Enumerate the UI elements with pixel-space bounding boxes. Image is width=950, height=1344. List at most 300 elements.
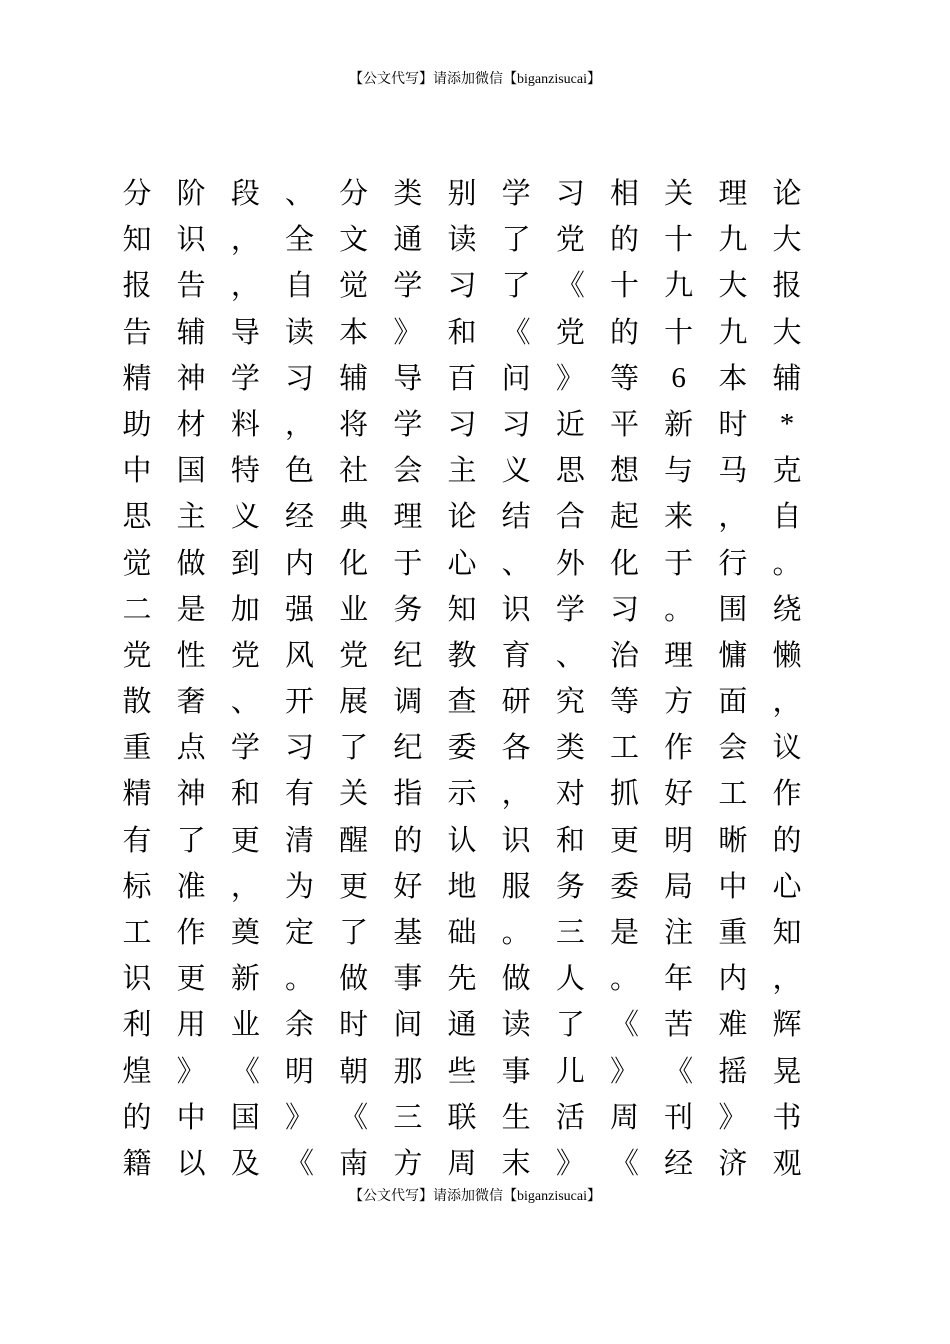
text-char: 本 (718, 360, 748, 395)
text-char: 》 (555, 1145, 585, 1180)
text-char: 是 (176, 591, 206, 626)
text-char: 分 (339, 176, 369, 210)
text-line (0, 447, 950, 493)
text-char: 南 (339, 1145, 369, 1180)
text-char: ， (718, 499, 748, 534)
text-char: 用 (176, 1007, 206, 1042)
text-line (0, 170, 950, 216)
text-char: 的 (122, 1099, 152, 1134)
text-line (0, 1140, 950, 1186)
text-char: 告 (176, 268, 206, 303)
text-char: 和 (230, 776, 260, 811)
text-char: 文 (339, 222, 369, 257)
text-char: 大 (772, 314, 802, 349)
text-char: 注 (664, 915, 694, 949)
text-char: 周 (609, 1099, 639, 1134)
text-line (0, 770, 950, 816)
text-char: 三 (555, 915, 585, 949)
text-char: 。 (609, 961, 639, 996)
text-char: ， (230, 222, 260, 257)
text-char: ， (501, 776, 531, 811)
text-char: 平 (609, 406, 639, 441)
text-char: 辅 (176, 314, 206, 349)
text-char: 有 (284, 776, 314, 811)
text-char: 分 (122, 176, 152, 210)
text-char: 各 (501, 730, 531, 765)
text-char: 的 (609, 314, 639, 349)
text-char: 些 (447, 1053, 477, 1088)
text-char: 全 (284, 222, 314, 257)
text-char: 和 (447, 314, 477, 349)
text-char: 究 (555, 684, 585, 719)
text-line (0, 401, 950, 447)
text-char: 知 (122, 222, 152, 257)
text-char: ， (230, 868, 260, 903)
text-char: 神 (176, 776, 206, 811)
text-char: 习 (447, 268, 477, 303)
text-char: 时 (339, 1007, 369, 1042)
text-char: 料 (230, 406, 260, 441)
text-char: 了 (501, 268, 531, 303)
text-char: 党 (555, 222, 585, 257)
text-char: 做 (501, 961, 531, 996)
text-char: 难 (718, 1007, 748, 1042)
text-char: 经 (664, 1145, 694, 1180)
text-char: 业 (230, 1007, 260, 1042)
text-char: 明 (284, 1053, 314, 1088)
text-char: 济 (718, 1145, 748, 1180)
text-char: 局 (664, 868, 694, 903)
text-char: 习 (555, 176, 585, 210)
text-char: 务 (393, 591, 423, 626)
text-char: 近 (555, 406, 585, 441)
text-char: 《 (284, 1145, 314, 1180)
text-char: 工 (122, 915, 152, 949)
text-char: 习 (501, 406, 531, 441)
text-char: 中 (176, 1099, 206, 1134)
text-char: 末 (501, 1145, 531, 1180)
text-char: 等 (609, 684, 639, 719)
text-char: 学 (501, 176, 531, 210)
text-char: 论 (772, 176, 802, 210)
text-char: 段 (230, 176, 260, 210)
text-char: 心 (772, 868, 802, 903)
text-char: 更 (609, 822, 639, 857)
text-char: 百 (447, 360, 477, 395)
text-char: 了 (339, 915, 369, 949)
text-char: 报 (772, 268, 802, 303)
text-char: 那 (393, 1053, 423, 1088)
text-char: 业 (339, 591, 369, 626)
text-char: 醒 (339, 822, 369, 857)
text-char: 主 (447, 453, 477, 488)
text-char: 的 (609, 222, 639, 257)
text-char: 治 (609, 637, 639, 672)
text-char: 义 (230, 499, 260, 534)
text-char: 面 (718, 684, 748, 719)
text-char: 做 (339, 961, 369, 996)
text-char: 结 (501, 499, 531, 534)
text-char: 重 (718, 915, 748, 949)
text-line (0, 493, 950, 539)
text-char: 习 (284, 730, 314, 765)
text-char: 定 (284, 915, 314, 949)
text-char: 典 (339, 499, 369, 534)
text-char: 内 (718, 961, 748, 996)
text-char: 告 (122, 314, 152, 349)
text-char: 问 (501, 360, 531, 395)
text-char: 经 (284, 499, 314, 534)
text-char: 《 (501, 314, 531, 349)
text-char: 点 (176, 730, 206, 765)
text-line (0, 909, 950, 955)
text-char: 的 (772, 822, 802, 857)
text-char: 党 (339, 637, 369, 672)
text-char: 习 (447, 406, 477, 441)
text-char: 精 (122, 776, 152, 811)
text-char: 国 (176, 453, 206, 488)
text-char: 克 (772, 453, 802, 488)
text-char: 等 (609, 360, 639, 395)
text-char: 通 (447, 1007, 477, 1042)
text-char: 的 (393, 822, 423, 857)
text-char: 与 (664, 453, 694, 488)
text-char: 识 (501, 822, 531, 857)
text-char: 研 (501, 684, 531, 719)
text-char: 儿 (555, 1053, 585, 1088)
text-char: 和 (555, 822, 585, 857)
text-char: 工 (718, 776, 748, 811)
text-char: 识 (176, 222, 206, 257)
text-char: 生 (501, 1099, 531, 1134)
text-char: 党 (555, 314, 585, 349)
text-char: 主 (176, 499, 206, 534)
text-char: ， (772, 684, 802, 719)
text-char: 础 (447, 915, 477, 949)
text-char: 展 (339, 684, 369, 719)
text-line (0, 724, 950, 770)
text-char: 作 (176, 915, 206, 949)
text-char: 十 (664, 314, 694, 349)
text-line (0, 1048, 950, 1094)
text-char: 作 (664, 730, 694, 765)
text-char: 行 (718, 545, 748, 580)
text-char: 为 (284, 868, 314, 903)
text-char: 议 (772, 730, 802, 765)
text-char: 识 (501, 591, 531, 626)
text-char: 人 (555, 961, 585, 996)
text-char: 》 (555, 360, 585, 395)
text-char: 辅 (772, 360, 802, 395)
text-char: 明 (664, 822, 694, 857)
text-char: 活 (555, 1099, 585, 1134)
text-char: 余 (284, 1007, 314, 1042)
text-char: 辅 (339, 360, 369, 395)
text-char: 重 (122, 730, 152, 765)
text-char: 二 (122, 591, 152, 626)
text-char: 。 (664, 591, 694, 626)
text-char: 读 (501, 1007, 531, 1042)
text-char: 奢 (176, 684, 206, 719)
text-char: 晃 (772, 1053, 802, 1088)
text-char: * (779, 407, 795, 440)
text-char: 奠 (230, 915, 260, 949)
text-char: 读 (447, 222, 477, 257)
text-char: 于 (664, 545, 694, 580)
text-char: 抓 (609, 776, 639, 811)
text-char: 理 (664, 637, 694, 672)
text-char: 加 (230, 591, 260, 626)
text-char: 书 (772, 1099, 802, 1134)
text-char: 有 (122, 822, 152, 857)
text-char: 思 (122, 499, 152, 534)
text-char: 绕 (772, 591, 802, 626)
text-char: 阶 (176, 176, 206, 210)
text-char: 籍 (122, 1145, 152, 1180)
text-char: 了 (339, 730, 369, 765)
text-line (0, 540, 950, 586)
text-char: 、 (230, 684, 260, 719)
text-char: 。 (284, 961, 314, 996)
text-char: 十 (664, 222, 694, 257)
text-char: 教 (447, 637, 477, 672)
text-char: 、 (555, 637, 585, 672)
text-char: 慵 (718, 637, 748, 672)
text-char: 会 (393, 453, 423, 488)
text-char: 习 (284, 360, 314, 395)
text-char: 到 (230, 545, 260, 580)
text-char: 》 (609, 1053, 639, 1088)
text-char: 好 (393, 868, 423, 903)
text-char: 晰 (718, 822, 748, 857)
text-line (0, 632, 950, 678)
text-char: 合 (555, 499, 585, 534)
text-char: 方 (393, 1145, 423, 1180)
text-char: 标 (122, 868, 152, 903)
text-char: 觉 (339, 268, 369, 303)
text-char: 化 (339, 545, 369, 580)
text-char: 强 (284, 591, 314, 626)
text-char: 学 (230, 360, 260, 395)
text-char: 准 (176, 868, 206, 903)
text-char: 开 (284, 684, 314, 719)
text-line (0, 262, 950, 308)
text-char: 思 (555, 453, 585, 488)
text-char: 清 (284, 822, 314, 857)
text-char: 散 (122, 684, 152, 719)
text-char: ， (230, 268, 260, 303)
text-char: 煌 (122, 1053, 152, 1088)
text-char: 《 (609, 1007, 639, 1042)
text-char: 读 (284, 314, 314, 349)
text-char: 服 (501, 868, 531, 903)
text-char: 务 (555, 868, 585, 903)
text-char: 马 (718, 453, 748, 488)
text-char: 先 (447, 961, 477, 996)
text-char: 了 (555, 1007, 585, 1042)
text-char: 朝 (339, 1053, 369, 1088)
text-char: 作 (772, 776, 802, 811)
text-char: 《 (230, 1053, 260, 1088)
text-char: 知 (447, 591, 477, 626)
text-char: 识 (122, 961, 152, 996)
text-char: 更 (230, 822, 260, 857)
text-char: 纪 (393, 730, 423, 765)
text-char: 性 (176, 637, 206, 672)
text-char: 三 (393, 1099, 423, 1134)
text-char: 指 (393, 776, 423, 811)
text-char: 中 (122, 453, 152, 488)
text-line (0, 678, 950, 724)
text-char: 示 (447, 776, 477, 811)
text-char: 来 (664, 499, 694, 534)
text-char: 会 (718, 730, 748, 765)
text-char: 导 (230, 314, 260, 349)
text-char: 懒 (772, 637, 802, 672)
text-char: 觉 (122, 545, 152, 580)
text-char: 好 (664, 776, 694, 811)
text-char: 起 (609, 499, 639, 534)
text-char: 社 (339, 453, 369, 488)
text-char: 报 (122, 268, 152, 303)
text-char: 苦 (664, 1007, 694, 1042)
text-char: 间 (393, 1007, 423, 1042)
body-text (0, 170, 950, 1186)
text-char: 大 (718, 268, 748, 303)
text-char: 》 (284, 1099, 314, 1134)
text-char: 》 (718, 1099, 748, 1134)
text-char: 新 (230, 961, 260, 996)
text-char: 。 (772, 545, 802, 580)
text-char: 》 (393, 314, 423, 349)
text-char: 摇 (718, 1053, 748, 1088)
text-char: 习 (609, 591, 639, 626)
text-line (0, 1001, 950, 1047)
text-char: 纪 (393, 637, 423, 672)
text-char: 学 (555, 591, 585, 626)
text-char: 学 (230, 730, 260, 765)
text-char: 《 (339, 1099, 369, 1134)
text-char: 精 (122, 360, 152, 395)
text-line (0, 817, 950, 863)
text-char: 做 (176, 545, 206, 580)
text-char: 》 (176, 1053, 206, 1088)
text-char: 材 (176, 406, 206, 441)
text-line (0, 355, 950, 401)
text-char: 学 (393, 406, 423, 441)
text-char: 了 (501, 222, 531, 257)
text-char: 刊 (664, 1099, 694, 1134)
text-char: 是 (609, 915, 639, 949)
text-char: 辉 (772, 1007, 802, 1042)
text-char: 基 (393, 915, 423, 949)
text-char: 党 (122, 637, 152, 672)
text-char: 理 (718, 176, 748, 210)
text-line (0, 216, 950, 262)
text-char: 自 (284, 268, 314, 303)
text-char: 论 (447, 499, 477, 534)
text-char: 风 (284, 637, 314, 672)
text-char: 色 (284, 453, 314, 488)
text-char: 围 (718, 591, 748, 626)
text-char: 地 (447, 868, 477, 903)
text-char: 相 (609, 176, 639, 210)
text-char: 调 (393, 684, 423, 719)
text-char: ， (284, 406, 314, 441)
text-char: 知 (772, 915, 802, 949)
text-char: 特 (230, 453, 260, 488)
text-char: 《 (664, 1053, 694, 1088)
text-char: 更 (339, 868, 369, 903)
text-char: 以 (176, 1145, 206, 1180)
text-char: 类 (393, 176, 423, 210)
text-char: 查 (447, 684, 477, 719)
text-char: 更 (176, 961, 206, 996)
text-char: 了 (176, 822, 206, 857)
text-char: 学 (393, 268, 423, 303)
text-char: 6 (671, 361, 686, 394)
text-char: 时 (718, 406, 748, 441)
text-char: 内 (284, 545, 314, 580)
text-char: 九 (718, 314, 748, 349)
text-char: 类 (555, 730, 585, 765)
text-line (0, 586, 950, 632)
text-char: 义 (501, 453, 531, 488)
text-char: 方 (664, 684, 694, 719)
text-char: 事 (501, 1053, 531, 1088)
text-char: 化 (609, 545, 639, 580)
text-char: 九 (664, 268, 694, 303)
text-char: 关 (664, 176, 694, 210)
text-char: 自 (772, 499, 802, 534)
text-char: 九 (718, 222, 748, 257)
text-char: 心 (447, 545, 477, 580)
text-char: 通 (393, 222, 423, 257)
text-char: ， (772, 961, 802, 996)
text-char: 大 (772, 222, 802, 257)
text-line (0, 1094, 950, 1140)
text-char: 助 (122, 406, 152, 441)
text-char: 外 (555, 545, 585, 580)
text-char: 中 (718, 868, 748, 903)
text-char: 导 (393, 360, 423, 395)
text-char: 党 (230, 637, 260, 672)
text-char: 育 (501, 637, 531, 672)
text-char: 利 (122, 1007, 152, 1042)
text-char: 想 (609, 453, 639, 488)
page-footer: 【公文代写】请添加微信【biganzisucai】 (349, 1189, 601, 1204)
text-char: 、 (501, 545, 531, 580)
text-line (0, 955, 950, 1001)
text-char: 理 (393, 499, 423, 534)
text-char: 观 (772, 1145, 802, 1180)
text-char: 《 (555, 268, 585, 303)
text-char: 新 (664, 406, 694, 441)
text-char: 十 (609, 268, 639, 303)
text-char: 周 (447, 1145, 477, 1180)
text-char: 。 (501, 915, 531, 949)
text-char: 委 (447, 730, 477, 765)
text-char: 对 (555, 776, 585, 811)
text-char: 别 (447, 176, 477, 210)
text-char: 联 (447, 1099, 477, 1134)
text-char: 将 (339, 406, 369, 441)
text-char: 神 (176, 360, 206, 395)
text-char: 关 (339, 776, 369, 811)
text-char: 及 (230, 1145, 260, 1180)
text-char: 、 (284, 176, 314, 210)
text-char: 于 (393, 545, 423, 580)
